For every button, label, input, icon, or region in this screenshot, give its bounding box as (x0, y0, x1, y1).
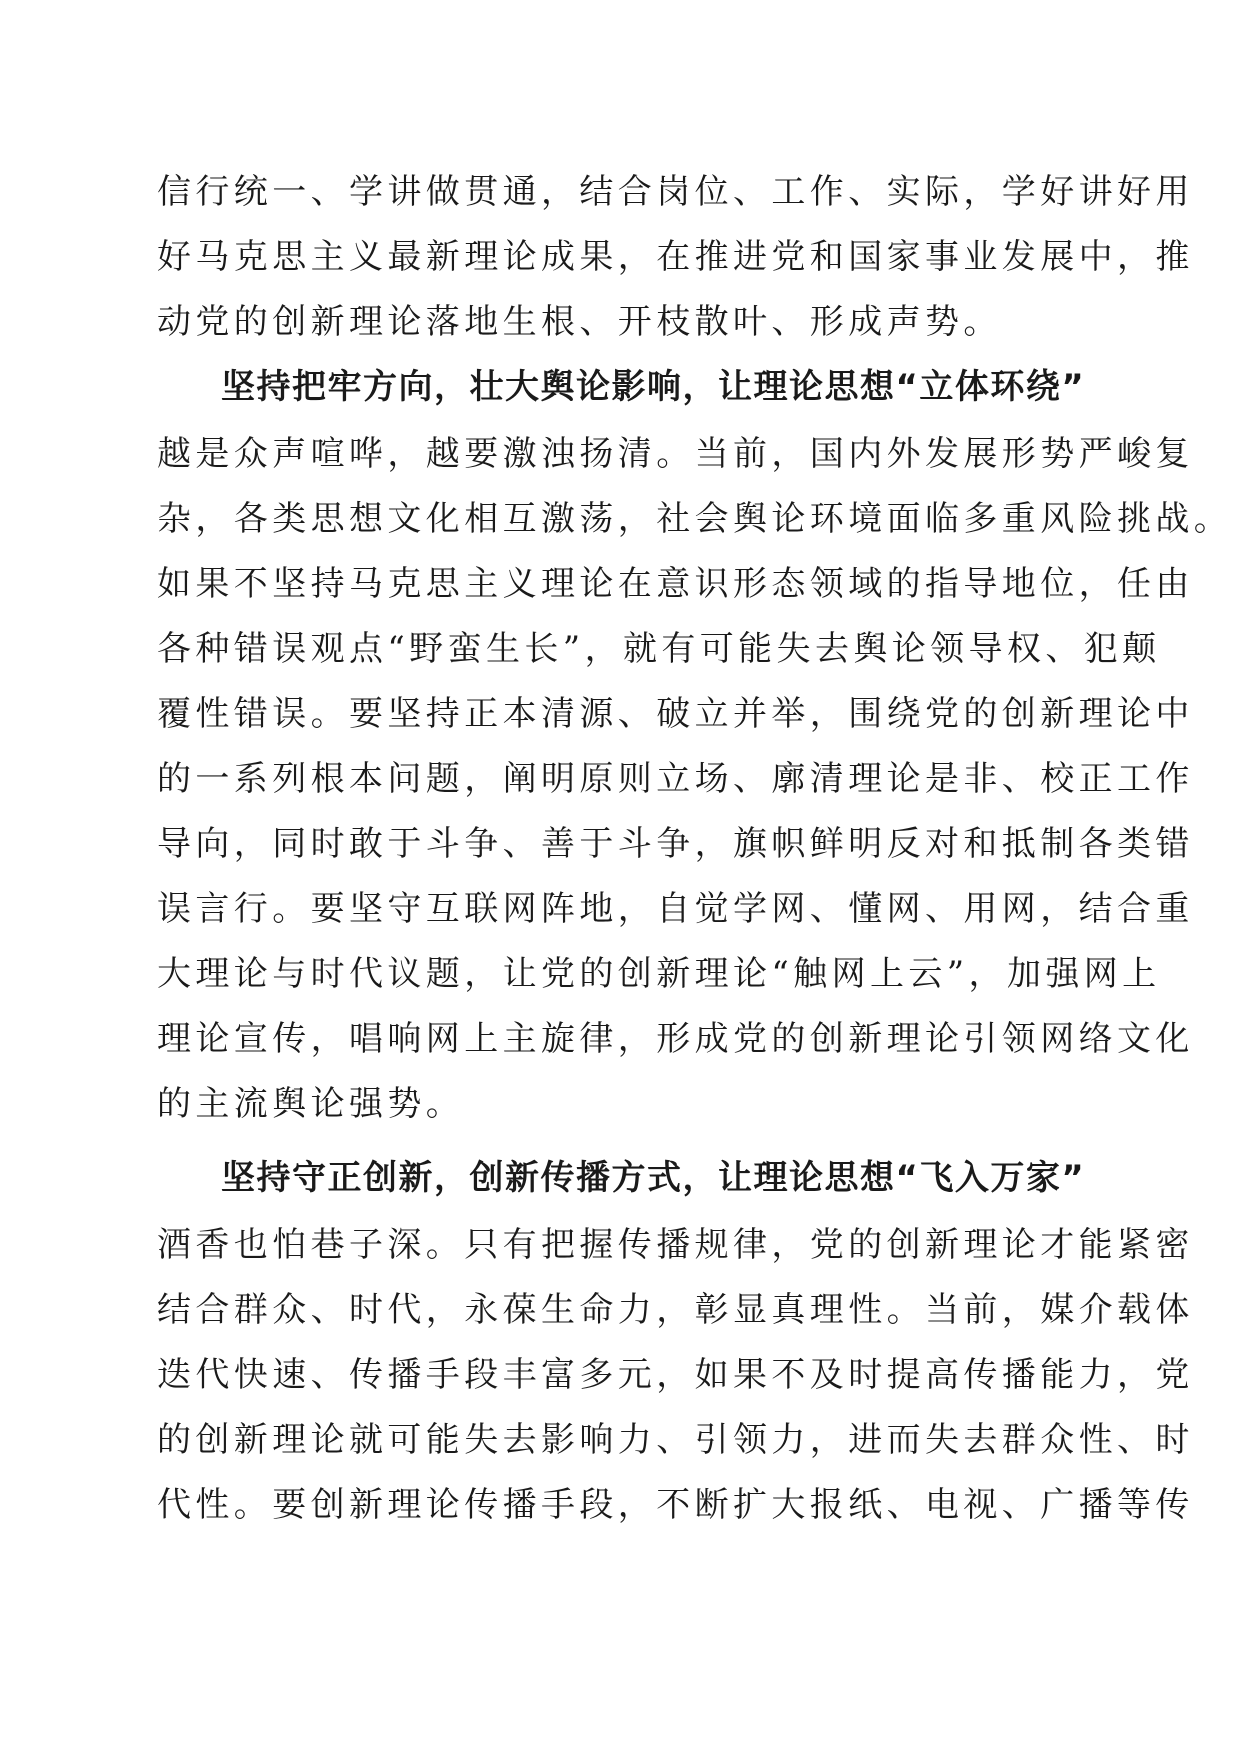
text-line: 酒香也怕巷子深。只有把握传播规律，党的创新理论才能紧密 (157, 1225, 1194, 1265)
text-line: 信行统一、学讲做贯通，结合岗位、工作、实际，学好讲好用 (157, 172, 1194, 212)
text-line: 代性。要创新理论传播手段，不断扩大报纸、电视、广播等传 (157, 1485, 1194, 1525)
intro-paragraph (157, 160, 1194, 355)
text-line: 的主流舆论强势。 (157, 1084, 465, 1124)
text-line: 杂，各类思想文化相互激荡，社会舆论环境面临多重风险挑战。 (157, 499, 1233, 539)
text-line: 导向，同时敢于斗争、善于斗争，旗帜鲜明反对和抵制各类错 (157, 824, 1194, 864)
text-line: 迭代快速、传播手段丰富多元，如果不及时提高传播能力，党 (157, 1355, 1194, 1395)
section-2-heading: 坚持守正创新，创新传播方式，让理论思想“飞入万家” (221, 1158, 1086, 1198)
section-1-paragraph (157, 422, 1233, 1137)
text-line: 动党的创新理论落地生根、开枝散叶、形成声势。 (157, 302, 1002, 342)
text-line: 误言行。要坚守互联网阵地，自觉学网、懂网、用网，结合重 (157, 889, 1194, 929)
section-1-heading: 坚持把牢方向，壮大舆论影响，让理论思想“立体环绕” (221, 367, 1086, 407)
text-line: 覆性错误。要坚持正本清源、破立并举，围绕党的创新理论中 (157, 694, 1194, 734)
section-1 (157, 352, 1233, 1137)
section-2-paragraph (157, 1213, 1194, 1538)
text-line: 各种错误观点“野蛮生长”，就有可能失去舆论领导权、犯颠 (157, 629, 1161, 669)
section-2 (157, 1143, 1194, 1538)
text-line: 的创新理论就可能失去影响力、引领力，进而失去群众性、时 (157, 1420, 1194, 1460)
text-line: 好马克思主义最新理论成果，在推进党和国家事业发展中，推 (157, 237, 1194, 277)
text-line: 越是众声喧哗，越要激浊扬清。当前，国内外发展形势严峻复 (157, 434, 1194, 474)
text-line: 大理论与时代议题，让党的创新理论“触网上云”，加强网上 (157, 954, 1161, 994)
text-line: 理论宣传，唱响网上主旋律，形成党的创新理论引领网络文化 (157, 1019, 1194, 1059)
text-line: 如果不坚持马克思主义理论在意识形态领域的指导地位，任由 (157, 564, 1194, 604)
text-line: 结合群众、时代，永葆生命力，彰显真理性。当前，媒介载体 (157, 1290, 1194, 1330)
text-line: 的一系列根本问题，阐明原则立场、廓清理论是非、校正工作 (157, 759, 1194, 799)
